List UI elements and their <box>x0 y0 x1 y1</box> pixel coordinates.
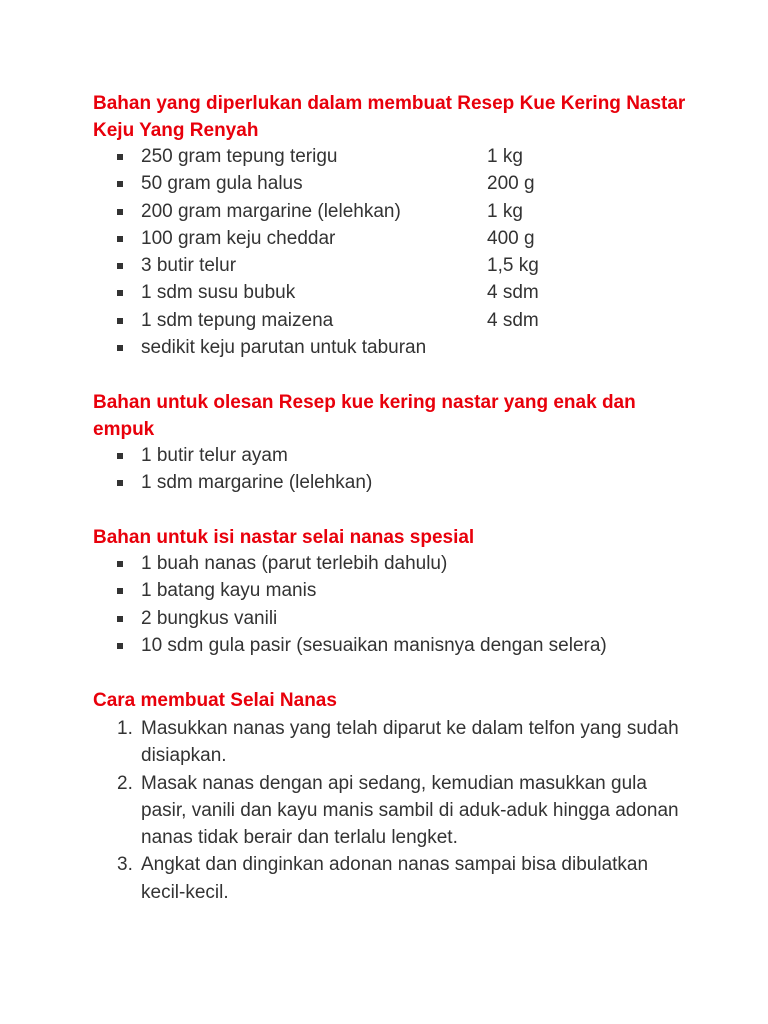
square-bullet-icon <box>117 263 123 269</box>
list-item <box>0 252 768 279</box>
ingredient-text: 100 gram keju cheddar <box>141 227 336 249</box>
square-bullet-icon <box>117 290 123 296</box>
ingredient-text: 50 gram gula halus <box>141 173 303 195</box>
list-item <box>0 550 768 577</box>
square-bullet-icon <box>117 453 123 459</box>
square-bullet-icon <box>117 588 123 594</box>
square-bullet-icon <box>117 236 123 242</box>
step-number: 3. <box>117 854 133 876</box>
list-bahan-olesan <box>0 442 768 497</box>
ingredient-text: 3 butir telur <box>141 255 237 277</box>
list-item <box>0 334 768 361</box>
list-item <box>0 605 768 632</box>
ingredient-qty: 1,5 kg <box>487 255 539 277</box>
ingredient-qty: 1 kg <box>487 200 523 222</box>
list-item <box>0 279 768 306</box>
ingredient-text: 200 gram margarine (lelehkan) <box>141 200 401 222</box>
ingredient-text: 2 bungkus vanili <box>141 607 278 629</box>
list-item <box>0 198 768 225</box>
step-item <box>0 770 768 852</box>
ingredient-text: 1 sdm tepung maizena <box>141 309 334 331</box>
ingredient-qty: 4 sdm <box>487 282 539 304</box>
ingredient-text: 10 sdm gula pasir (sesuaikan manisnya dengan selera) <box>141 634 607 656</box>
square-bullet-icon <box>117 480 123 486</box>
ingredient-qty: 4 sdm <box>487 309 539 331</box>
heading-bahan-kue: Bahan yang diperlukan dalam membuat Resep Kue Kering Nastar Keju Yang Renyah <box>93 93 686 141</box>
list-item <box>0 442 768 469</box>
ingredient-text: 1 sdm margarine (lelehkan) <box>141 472 373 494</box>
list-bahan-kue <box>0 143 768 361</box>
ingredient-text: sedikit keju parutan untuk taburan <box>141 337 427 359</box>
list-item <box>0 225 768 252</box>
list-langkah <box>0 715 768 906</box>
ingredient-text: 1 batang kayu manis <box>141 580 317 602</box>
heading-cara-membuat: Cara membuat Selai Nanas <box>93 690 337 711</box>
square-bullet-icon <box>117 181 123 187</box>
step-number: 2. <box>117 772 133 794</box>
ingredient-text: 250 gram tepung terigu <box>141 146 338 167</box>
step-number: 1. <box>117 718 133 739</box>
square-bullet-icon <box>117 345 123 351</box>
step-text: Masak nanas dengan api sedang, kemudian masukkan gula pasir, vanili dan kayu manis sambil di aduk-aduk hingga adonan nanas tidak berair dan terlalu lengket. <box>141 772 679 849</box>
list-item <box>0 170 768 197</box>
square-bullet-icon <box>117 561 123 567</box>
step-text: Masukkan nanas yang telah diparut ke dalam telfon yang sudah disiapkan. <box>141 718 679 767</box>
step-item <box>0 715 768 770</box>
ingredient-qty: 1 kg <box>487 146 523 167</box>
heading-bahan-olesan: Bahan untuk olesan Resep kue kering nastar yang enak dan empuk <box>93 392 636 440</box>
square-bullet-icon <box>117 643 123 649</box>
square-bullet-icon <box>117 209 123 215</box>
list-item <box>0 307 768 334</box>
list-item <box>0 469 768 496</box>
square-bullet-icon <box>117 318 123 324</box>
step-text: Angkat dan dinginkan adonan nanas sampai bisa dibulatkan kecil-kecil. <box>141 854 649 903</box>
ingredient-text: 1 buah nanas (parut terlebih dahulu) <box>141 553 448 574</box>
step-item <box>0 851 768 906</box>
list-item <box>0 577 768 604</box>
square-bullet-icon <box>117 154 123 160</box>
list-item <box>0 143 768 170</box>
list-item <box>0 632 768 659</box>
ingredient-text: 1 butir telur ayam <box>141 445 288 466</box>
ingredient-qty: 400 g <box>487 227 535 249</box>
ingredient-text: 1 sdm susu bubuk <box>141 282 296 304</box>
square-bullet-icon <box>117 616 123 622</box>
list-bahan-isi <box>0 550 768 659</box>
heading-bahan-isi: Bahan untuk isi nastar selai nanas spesial <box>93 527 475 548</box>
ingredient-qty: 200 g <box>487 173 535 195</box>
